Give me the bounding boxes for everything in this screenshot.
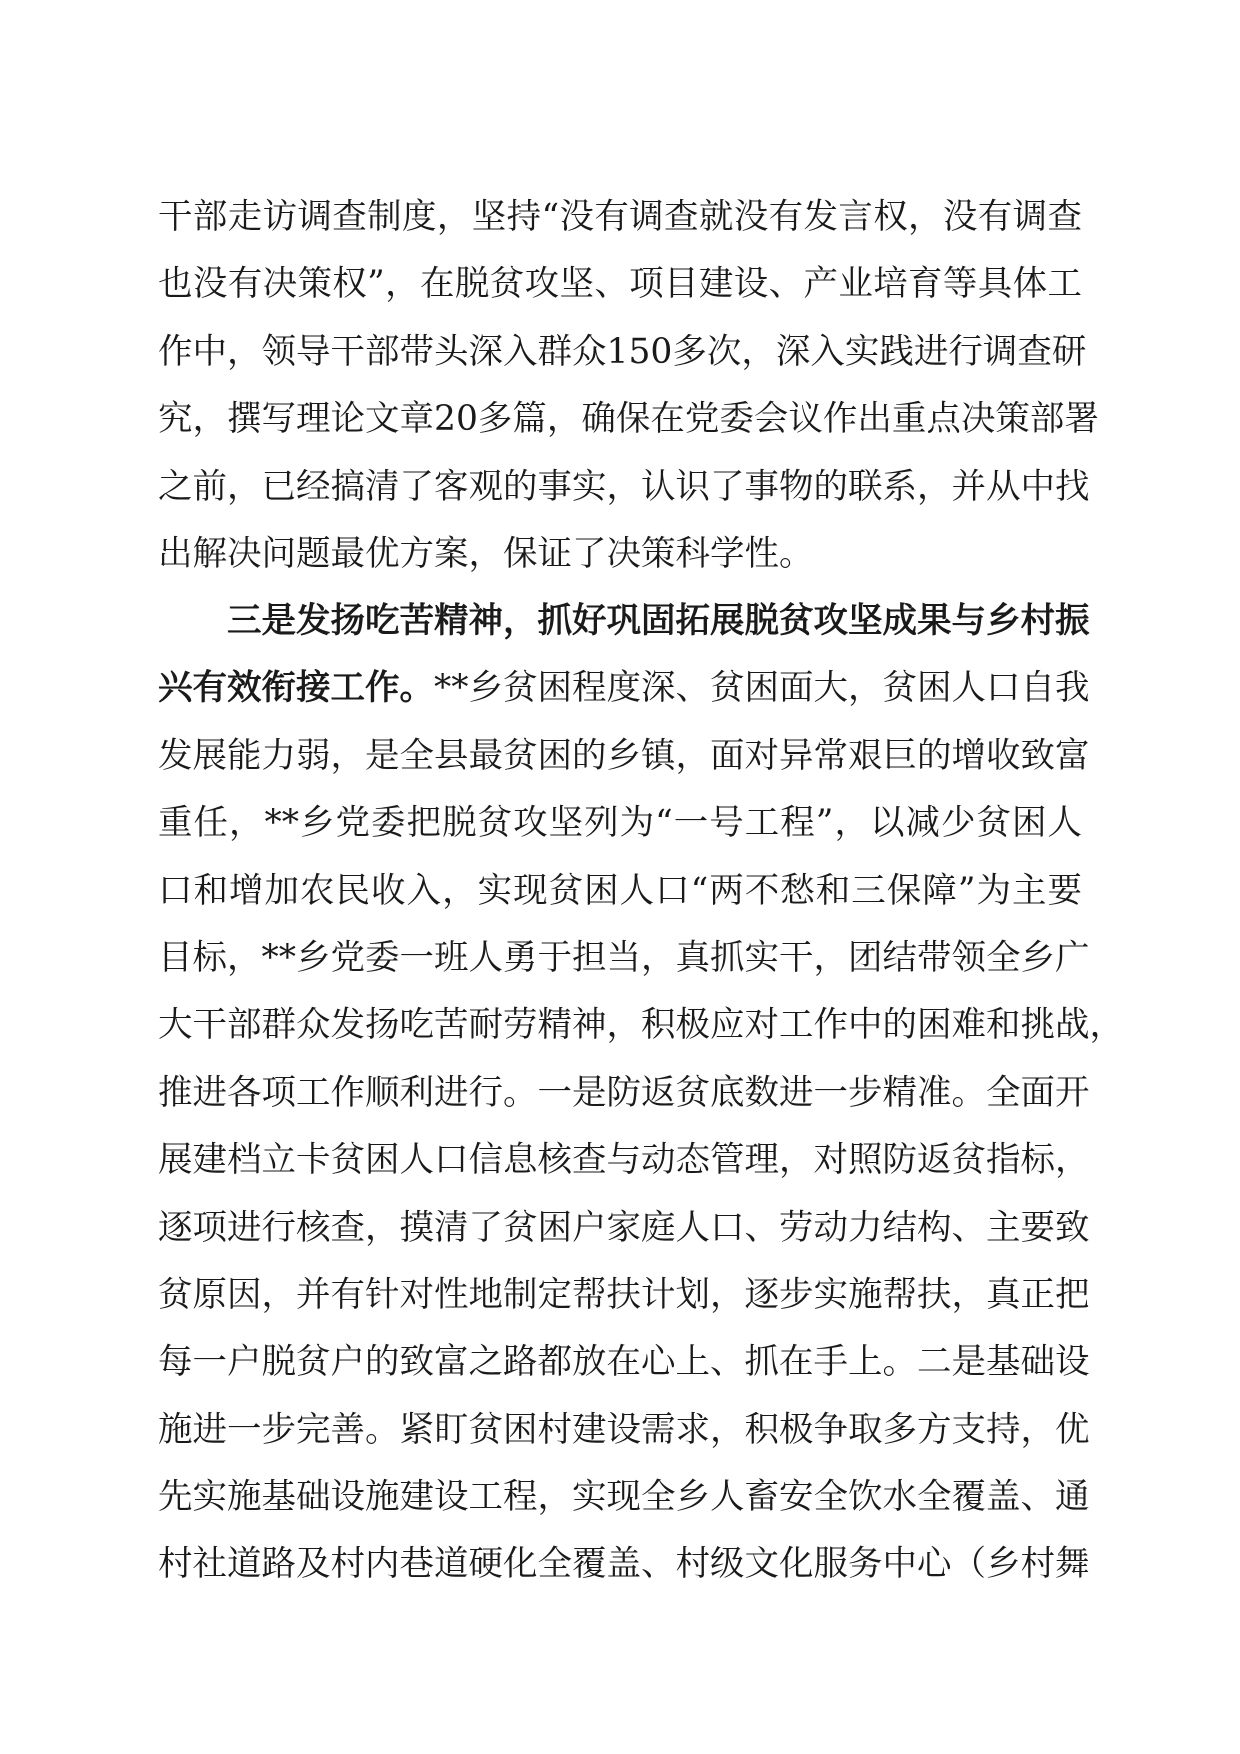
text-line-with-heading xyxy=(158,655,1090,722)
text-line: 推进各项工作顺利进行。一是防返贫底数进一步精准。全面开 xyxy=(158,1072,1090,1113)
text-line: 展建档立卡贫困人口信息核查与动态管理，对照防返贫指标， xyxy=(158,1140,1090,1181)
text-line: 发展能力弱，是全县最贫困的乡镇，面对异常艰巨的增收致富 xyxy=(158,735,1090,776)
text-line: 大干部群众发扬吃苦耐劳精神，积极应对工作中的困难和挑战， xyxy=(158,1005,1124,1046)
paragraph-poverty-alleviation xyxy=(158,588,1124,1599)
text-line: 目标，**乡党委一班人勇于担当，真抓实干，团结带领全乡广 xyxy=(158,937,1090,978)
section-heading-continuation: 兴有效衔接工作。 xyxy=(158,668,434,709)
paragraph-decision-research xyxy=(158,184,1099,588)
text-line: 干部走访调查制度，坚持“没有调查就没有发言权，没有调查 xyxy=(158,197,1082,237)
text-line: 每一户脱贫户的致富之路都放在心上、抓在手上。二是基础设 xyxy=(158,1342,1090,1383)
text-line: 贫原因，并有针对性地制定帮扶计划，逐步实施帮扶，真正把 xyxy=(158,1274,1090,1315)
text-line: 出解决问题最优方案，保证了决策科学性。 xyxy=(158,533,814,574)
text-line: 口和增加农民收入，实现贫困人口“两不愁和三保障”为主要 xyxy=(158,870,1082,911)
text-line: 也没有决策权”，在脱贫攻坚、项目建设、产业培育等具体工 xyxy=(158,264,1082,305)
text-line: 之前，已经搞清了客观的事实，认识了事物的联系，并从中找 xyxy=(158,466,1090,507)
text-line: 究，撰写理论文章20多篇，确保在党委会议作出重点决策部署 xyxy=(158,399,1099,440)
text-line: 施进一步完善。紧盯贫困村建设需求，积极争取多方支持，优 xyxy=(158,1409,1090,1450)
section-heading: 三是发扬吃苦精神，抓好巩固拓展脱贫攻坚成果与乡村振 xyxy=(227,601,1090,641)
text-line: 重任，**乡党委把脱贫攻坚列为“一号工程”，以减少贫困人 xyxy=(158,803,1082,844)
text-line: 逐项进行核查，摸清了贫困户家庭人口、劳动力结构、主要致 xyxy=(158,1207,1090,1248)
text-line: 作中，领导干部带头深入群众150多次，深入实践进行调查研 xyxy=(158,331,1087,372)
text-line: 村社道路及村内巷道硬化全覆盖、村级文化服务中心（乡村舞 xyxy=(158,1544,1090,1585)
text-line: 先实施基础设施建设工程，实现全乡人畜安全饮水全覆盖、通 xyxy=(158,1477,1090,1518)
text-line-continuation: **乡贫困程度深、贫困面大，贫困人口自我 xyxy=(434,668,1090,709)
